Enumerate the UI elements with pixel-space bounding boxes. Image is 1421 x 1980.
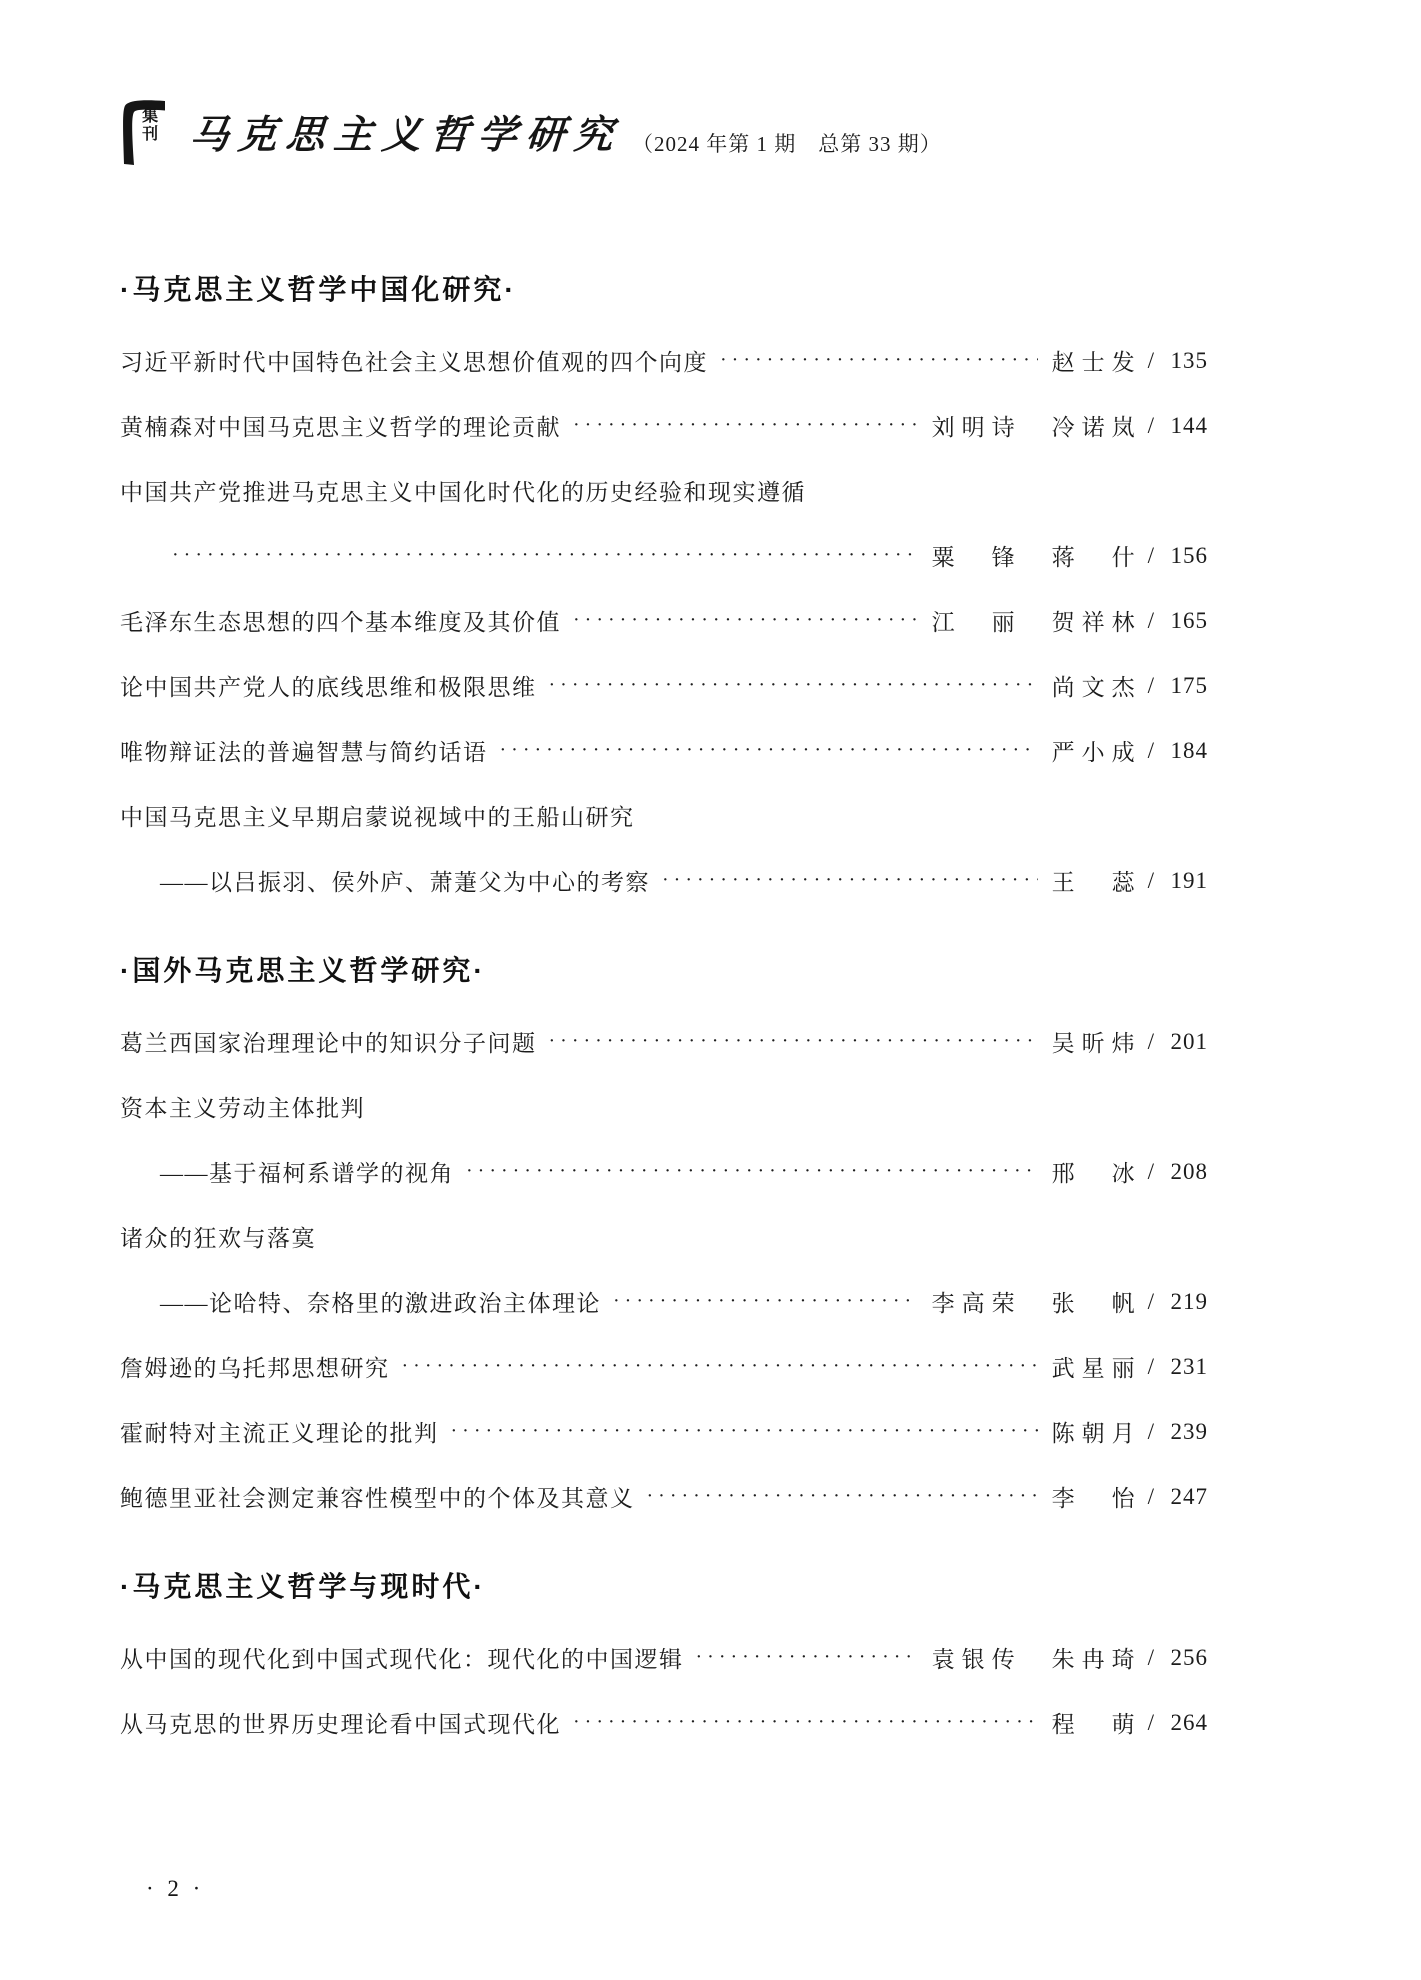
author-page-separator: / [1147,737,1154,763]
author-page-separator: / [1147,1709,1154,1735]
entry-title: 论中国共产党人的底线思维和极限思维 [120,675,537,700]
section-heading: ·马克思主义哲学中国化研究· [120,274,517,305]
toc-entry-row [120,1074,1208,1139]
entry-page-number: 175 [1170,672,1208,698]
leader-dots [402,1355,1038,1378]
author-page-separator: / [1147,1028,1154,1054]
entry-title: 黄楠森对中国马克思主义哲学的理论贡献 [120,415,561,440]
entry-title: 诸众的狂欢与落寞 [120,1226,316,1251]
leader-dots [720,349,1038,372]
entry-page-number: 144 [1170,412,1208,438]
entry-page-number: 201 [1170,1028,1208,1054]
toc-entry-row [120,718,1208,783]
author-page-separator: / [1147,607,1154,633]
entry-page-number: 135 [1170,347,1208,373]
section-entries [120,1625,1208,1755]
toc-section [120,268,1208,913]
section-entries [120,1009,1208,1529]
toc-entry [120,1204,1208,1334]
journal-logo [118,98,168,166]
toc-entry-row [120,783,1208,848]
entry-page-number: 264 [1170,1709,1208,1735]
toc-entry [120,588,1208,653]
entry-page-number: 247 [1170,1483,1208,1509]
leader-dots [549,1030,1038,1053]
entry-authors: 赵士发 [1051,350,1142,375]
toc-entry-row [120,393,1208,458]
journal-title: 马克思主义哲学研究 [188,114,624,157]
entry-authors: 陈朝月 [1051,1421,1142,1446]
toc-entry-row [120,1399,1208,1464]
toc-entry-row [120,523,1208,588]
entry-title: 习近平新时代中国特色社会主义思想价值观的四个向度 [120,350,708,375]
issue-info: （2024 年第 1 期 总第 33 期） [632,132,942,156]
toc-entry [120,393,1208,458]
entry-authors: 武星丽 [1051,1356,1142,1381]
author-page-separator: / [1147,1418,1154,1444]
toc-entry-row [120,1269,1208,1334]
leader-dots [613,1290,918,1313]
toc-entry [120,653,1208,718]
journal-header [118,98,942,166]
section-heading: ·国外马克思主义哲学研究· [120,955,486,986]
entry-authors: 粟 锋 蒋 什 [931,545,1142,570]
entry-authors: 李 怡 [1051,1486,1142,1511]
entry-authors: 尚文杰 [1051,675,1142,700]
entry-page-number: 231 [1170,1353,1208,1379]
leader-dots [573,414,918,437]
entry-authors: 江 丽 贺祥林 [931,610,1142,635]
author-page-separator: / [1147,1158,1154,1184]
entry-subtitle: ——论哈特、奈格里的激进政治主体理论 [160,1291,601,1316]
toc-entry-row [120,1625,1208,1690]
leader-dots [549,674,1038,697]
author-page-separator: / [1147,347,1154,373]
toc-section [120,949,1208,1529]
entry-subtitle: ——基于福柯系谱学的视角 [160,1161,454,1186]
leader-dots [647,1485,1038,1508]
entry-page-number: 156 [1170,542,1208,568]
entry-authors: 吴昕炜 [1051,1031,1142,1056]
entry-page-number: 165 [1170,607,1208,633]
entry-page-number: 219 [1170,1288,1208,1314]
section-heading: ·马克思主义哲学与现时代· [120,1571,486,1602]
author-page-separator: / [1147,1644,1154,1670]
toc-entry [120,1399,1208,1464]
toc-section [120,1565,1208,1755]
leader-dots [451,1420,1038,1443]
entry-title: 詹姆逊的乌托邦思想研究 [120,1356,390,1381]
logo-text: 集刊 [139,107,157,143]
toc-entry [120,783,1208,913]
author-page-separator: / [1147,1288,1154,1314]
entry-page-number: 191 [1170,867,1208,893]
toc-entry [120,1009,1208,1074]
entry-title: 资本主义劳动主体批判 [120,1096,365,1121]
author-page-separator: / [1147,542,1154,568]
entry-authors: 邢 冰 [1051,1161,1142,1186]
section-entries [120,328,1208,913]
toc-entry [120,458,1208,588]
toc-entry-row [120,848,1208,913]
toc-entry-row [120,1204,1208,1269]
leader-dots [573,1711,1038,1734]
toc-entry [120,1625,1208,1690]
entry-title: 霍耐特对主流正义理论的批判 [120,1421,439,1446]
entry-title: 从马克思的世界历史理论看中国式现代化 [120,1712,561,1737]
entry-title: 鲍德里亚社会测定兼容性模型中的个体及其意义 [120,1486,635,1511]
table-of-contents [120,268,1208,1755]
author-page-separator: / [1147,412,1154,438]
entry-title: 唯物辩证法的普遍智慧与简约话语 [120,740,488,765]
author-page-separator: / [1147,867,1154,893]
toc-entry-row [120,653,1208,718]
page-number: · 2 · [146,1876,205,1901]
entry-title: 毛泽东生态思想的四个基本维度及其价值 [120,610,561,635]
author-page-separator: / [1147,1483,1154,1509]
toc-entry [120,1074,1208,1204]
toc-entry-row [120,588,1208,653]
entry-page-number: 208 [1170,1158,1208,1184]
entry-title: 从中国的现代化到中国式现代化：现代化的中国逻辑 [120,1647,684,1672]
leader-dots [696,1646,918,1669]
toc-entry-row [120,328,1208,393]
toc-entry [120,328,1208,393]
entry-title: 葛兰西国家治理理论中的知识分子问题 [120,1031,537,1056]
author-page-separator: / [1147,1353,1154,1379]
leader-dots [500,739,1038,762]
entry-page-number: 256 [1170,1644,1208,1670]
entry-authors: 程 萌 [1051,1712,1142,1737]
author-page-separator: / [1147,672,1154,698]
entry-subtitle: ——以吕振羽、侯外庐、萧萐父为中心的考察 [160,870,650,895]
toc-entry [120,718,1208,783]
toc-entry [120,1334,1208,1399]
entry-authors: 王 蕊 [1051,870,1142,895]
toc-entry-row [120,1690,1208,1755]
entry-authors: 李高荣 张 帆 [931,1291,1142,1316]
entry-title: 中国马克思主义早期启蒙说视域中的王船山研究 [120,805,635,830]
entry-authors: 刘明诗 冷诺岚 [931,415,1142,440]
toc-entry-row [120,1334,1208,1399]
toc-entry [120,1464,1208,1529]
leader-dots [662,869,1038,892]
toc-entry [120,1690,1208,1755]
leader-dots [172,544,918,567]
entry-title: 中国共产党推进马克思主义中国化时代化的历史经验和现实遵循 [120,480,806,505]
toc-entry-row [120,1009,1208,1074]
leader-dots [466,1160,1038,1183]
entry-authors: 严小成 [1051,740,1142,765]
entry-page-number: 184 [1170,737,1208,763]
toc-entry-row [120,458,1208,523]
entry-authors: 袁银传 朱冉琦 [931,1647,1142,1672]
entry-page-number: 239 [1170,1418,1208,1444]
toc-entry-row [120,1139,1208,1204]
toc-entry-row [120,1464,1208,1529]
leader-dots [573,609,918,632]
